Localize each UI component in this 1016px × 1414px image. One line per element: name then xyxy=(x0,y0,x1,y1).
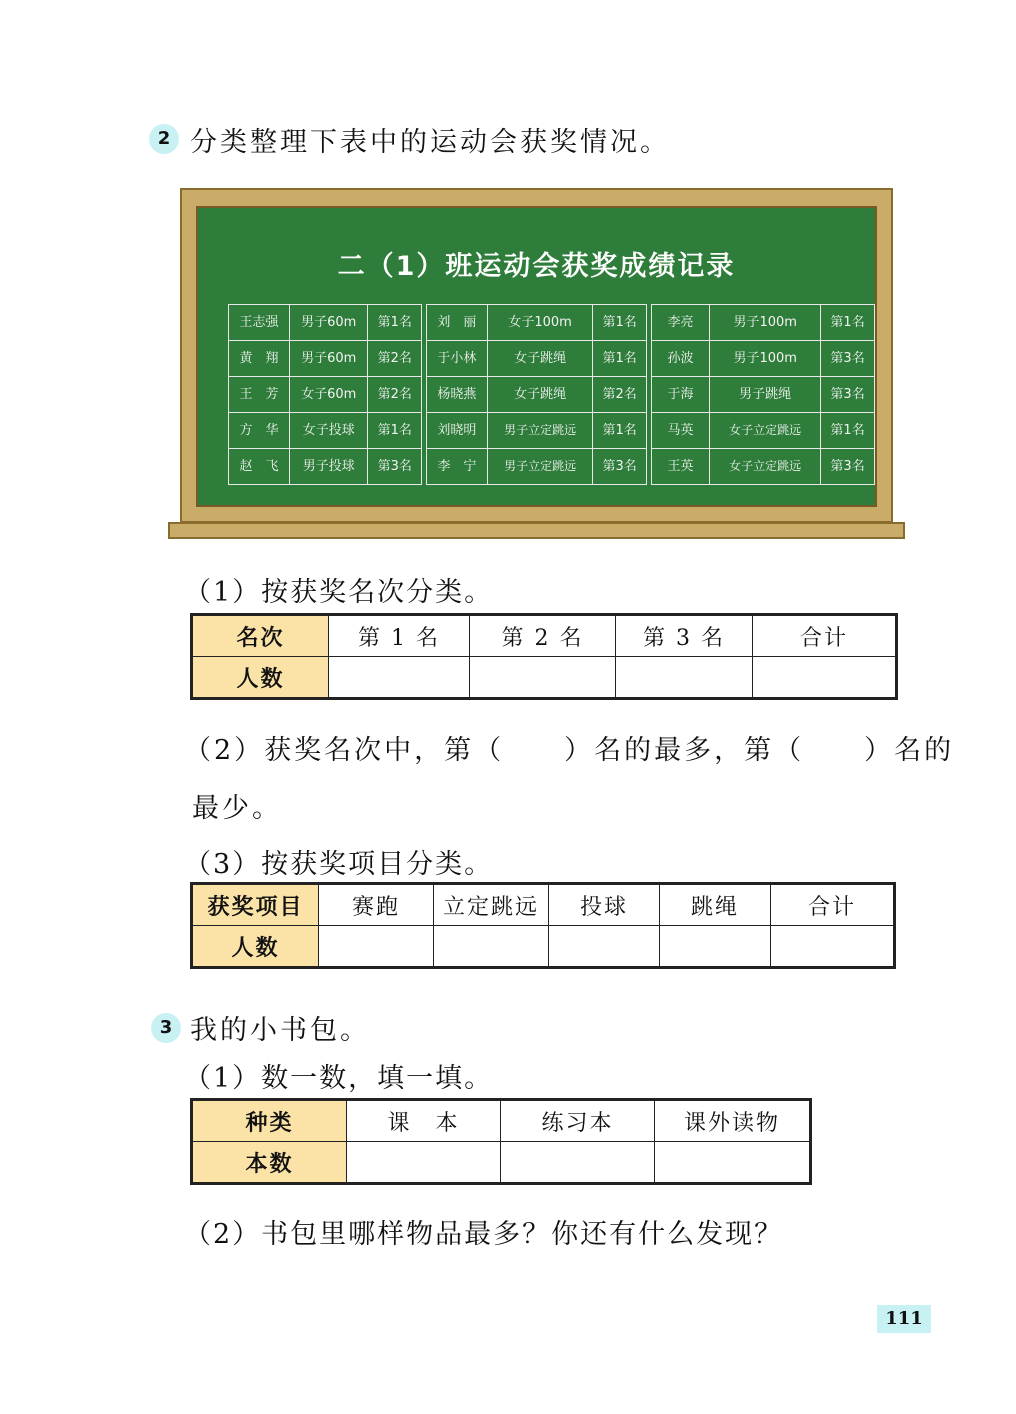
rank-table-col: 第 2 名 xyxy=(470,615,616,657)
record-student-name: 杨晓燕 xyxy=(426,377,487,413)
q3-part1-label: （1）数一数，填一填。 xyxy=(184,1063,494,1094)
record-student-name: 李亮 xyxy=(651,305,709,341)
record-rank: 第1名 xyxy=(593,413,647,449)
rank-table-answer-cell[interactable] xyxy=(329,657,470,699)
record-student-name: 王英 xyxy=(651,449,709,485)
question-3-badge: 3 xyxy=(151,1013,181,1043)
event-table-header-label: 获奖项目 xyxy=(192,884,319,926)
record-rank: 第2名 xyxy=(368,377,422,413)
rank-table-col: 合计 xyxy=(753,615,897,657)
record-event: 女子投球 xyxy=(290,413,368,449)
event-table-row-label: 人数 xyxy=(192,926,319,968)
record-rank: 第3名 xyxy=(368,449,422,485)
book-table-answer-cell[interactable] xyxy=(655,1142,811,1184)
event-table-answer-cell[interactable] xyxy=(660,926,771,968)
record-student-name: 于海 xyxy=(651,377,709,413)
record-event: 女子100m xyxy=(487,305,592,341)
rank-table-col: 第 1 名 xyxy=(329,615,470,657)
award-record-row xyxy=(229,413,875,449)
rank-table-col: 第 3 名 xyxy=(616,615,753,657)
record-rank: 第1名 xyxy=(821,305,875,341)
q2-part3-label: （3）按获奖项目分类。 xyxy=(184,849,494,880)
book-table-answer-cell[interactable] xyxy=(501,1142,655,1184)
record-event: 男子立定跳远 xyxy=(487,413,592,449)
blackboard xyxy=(180,188,893,523)
rank-table-header-label: 名次 xyxy=(192,615,329,657)
record-rank: 第1名 xyxy=(821,413,875,449)
event-table-col: 赛跑 xyxy=(319,884,434,926)
record-event: 男子60m xyxy=(290,341,368,377)
record-rank: 第3名 xyxy=(593,449,647,485)
award-records-table xyxy=(228,304,875,485)
record-student-name: 孙波 xyxy=(651,341,709,377)
rank-table-answer-cell[interactable] xyxy=(470,657,616,699)
question-2-title: 分类整理下表中的运动会获奖情况。 xyxy=(190,127,670,158)
record-student-name: 刘晓明 xyxy=(426,413,487,449)
event-table-answer-cell[interactable] xyxy=(771,926,895,968)
record-event: 男子100m xyxy=(710,341,821,377)
event-table xyxy=(190,882,896,969)
blackboard-surface xyxy=(196,206,877,507)
record-student-name: 马英 xyxy=(651,413,709,449)
record-event: 男子60m xyxy=(290,305,368,341)
record-event: 女子立定跳远 xyxy=(710,413,821,449)
record-rank: 第1名 xyxy=(593,341,647,377)
record-event: 女子跳绳 xyxy=(487,377,592,413)
rank-table xyxy=(190,613,898,700)
blackboard-title: 二（1）班运动会获奖成绩记录 xyxy=(337,251,736,282)
event-table-col: 跳绳 xyxy=(660,884,771,926)
record-rank: 第2名 xyxy=(368,341,422,377)
record-rank: 第3名 xyxy=(821,377,875,413)
page-number: 111 xyxy=(877,1305,931,1333)
rank-table-answer-cell[interactable] xyxy=(616,657,753,699)
book-table-col: 课外读物 xyxy=(655,1100,811,1142)
award-record-row xyxy=(229,305,875,341)
event-table-col: 立定跳远 xyxy=(434,884,549,926)
q2-part2-line1: （2）获奖名次中，第（ ）名的最多，第（ ）名的 xyxy=(184,735,955,766)
record-rank: 第1名 xyxy=(593,305,647,341)
record-student-name: 于小林 xyxy=(426,341,487,377)
q3-part2-label: （2）书包里哪样物品最多？你还有什么发现？ xyxy=(184,1219,784,1250)
record-student-name: 王志强 xyxy=(229,305,290,341)
book-table-col: 课 本 xyxy=(347,1100,501,1142)
book-table-answer-cell[interactable] xyxy=(347,1142,501,1184)
record-student-name: 李 宁 xyxy=(426,449,487,485)
record-rank: 第1名 xyxy=(368,413,422,449)
event-table-answer-cell[interactable] xyxy=(434,926,549,968)
award-record-row xyxy=(229,341,875,377)
record-student-name: 黄 翔 xyxy=(229,341,290,377)
award-record-row xyxy=(229,377,875,413)
record-event: 男子投球 xyxy=(290,449,368,485)
book-table xyxy=(190,1098,812,1185)
question-2-badge: 2 xyxy=(149,124,179,154)
rank-table-answer-cell[interactable] xyxy=(753,657,897,699)
event-table-answer-cell[interactable] xyxy=(549,926,660,968)
record-rank: 第3名 xyxy=(821,341,875,377)
record-event: 女子60m xyxy=(290,377,368,413)
event-table-col: 投球 xyxy=(549,884,660,926)
record-student-name: 刘 丽 xyxy=(426,305,487,341)
record-student-name: 王 芳 xyxy=(229,377,290,413)
record-event: 女子跳绳 xyxy=(487,341,592,377)
record-event: 男子立定跳远 xyxy=(487,449,592,485)
book-table-col: 练习本 xyxy=(501,1100,655,1142)
record-rank: 第1名 xyxy=(368,305,422,341)
book-table-header-label: 种类 xyxy=(192,1100,347,1142)
record-event: 男子跳绳 xyxy=(710,377,821,413)
question-3-title: 我的小书包。 xyxy=(190,1015,370,1046)
event-table-answer-cell[interactable] xyxy=(319,926,434,968)
q2-part1-label: （1）按获奖名次分类。 xyxy=(184,577,494,608)
record-student-name: 赵 飞 xyxy=(229,449,290,485)
award-record-row xyxy=(229,449,875,485)
record-student-name: 方 华 xyxy=(229,413,290,449)
record-rank: 第3名 xyxy=(821,449,875,485)
event-table-col: 合计 xyxy=(771,884,895,926)
rank-table-row-label: 人数 xyxy=(192,657,329,699)
record-rank: 第2名 xyxy=(593,377,647,413)
record-event: 女子立定跳远 xyxy=(710,449,821,485)
record-event: 男子100m xyxy=(710,305,821,341)
book-table-row-label: 本数 xyxy=(192,1142,347,1184)
q2-part2-line2: 最少。 xyxy=(192,793,282,824)
blackboard-ledge xyxy=(168,522,905,539)
